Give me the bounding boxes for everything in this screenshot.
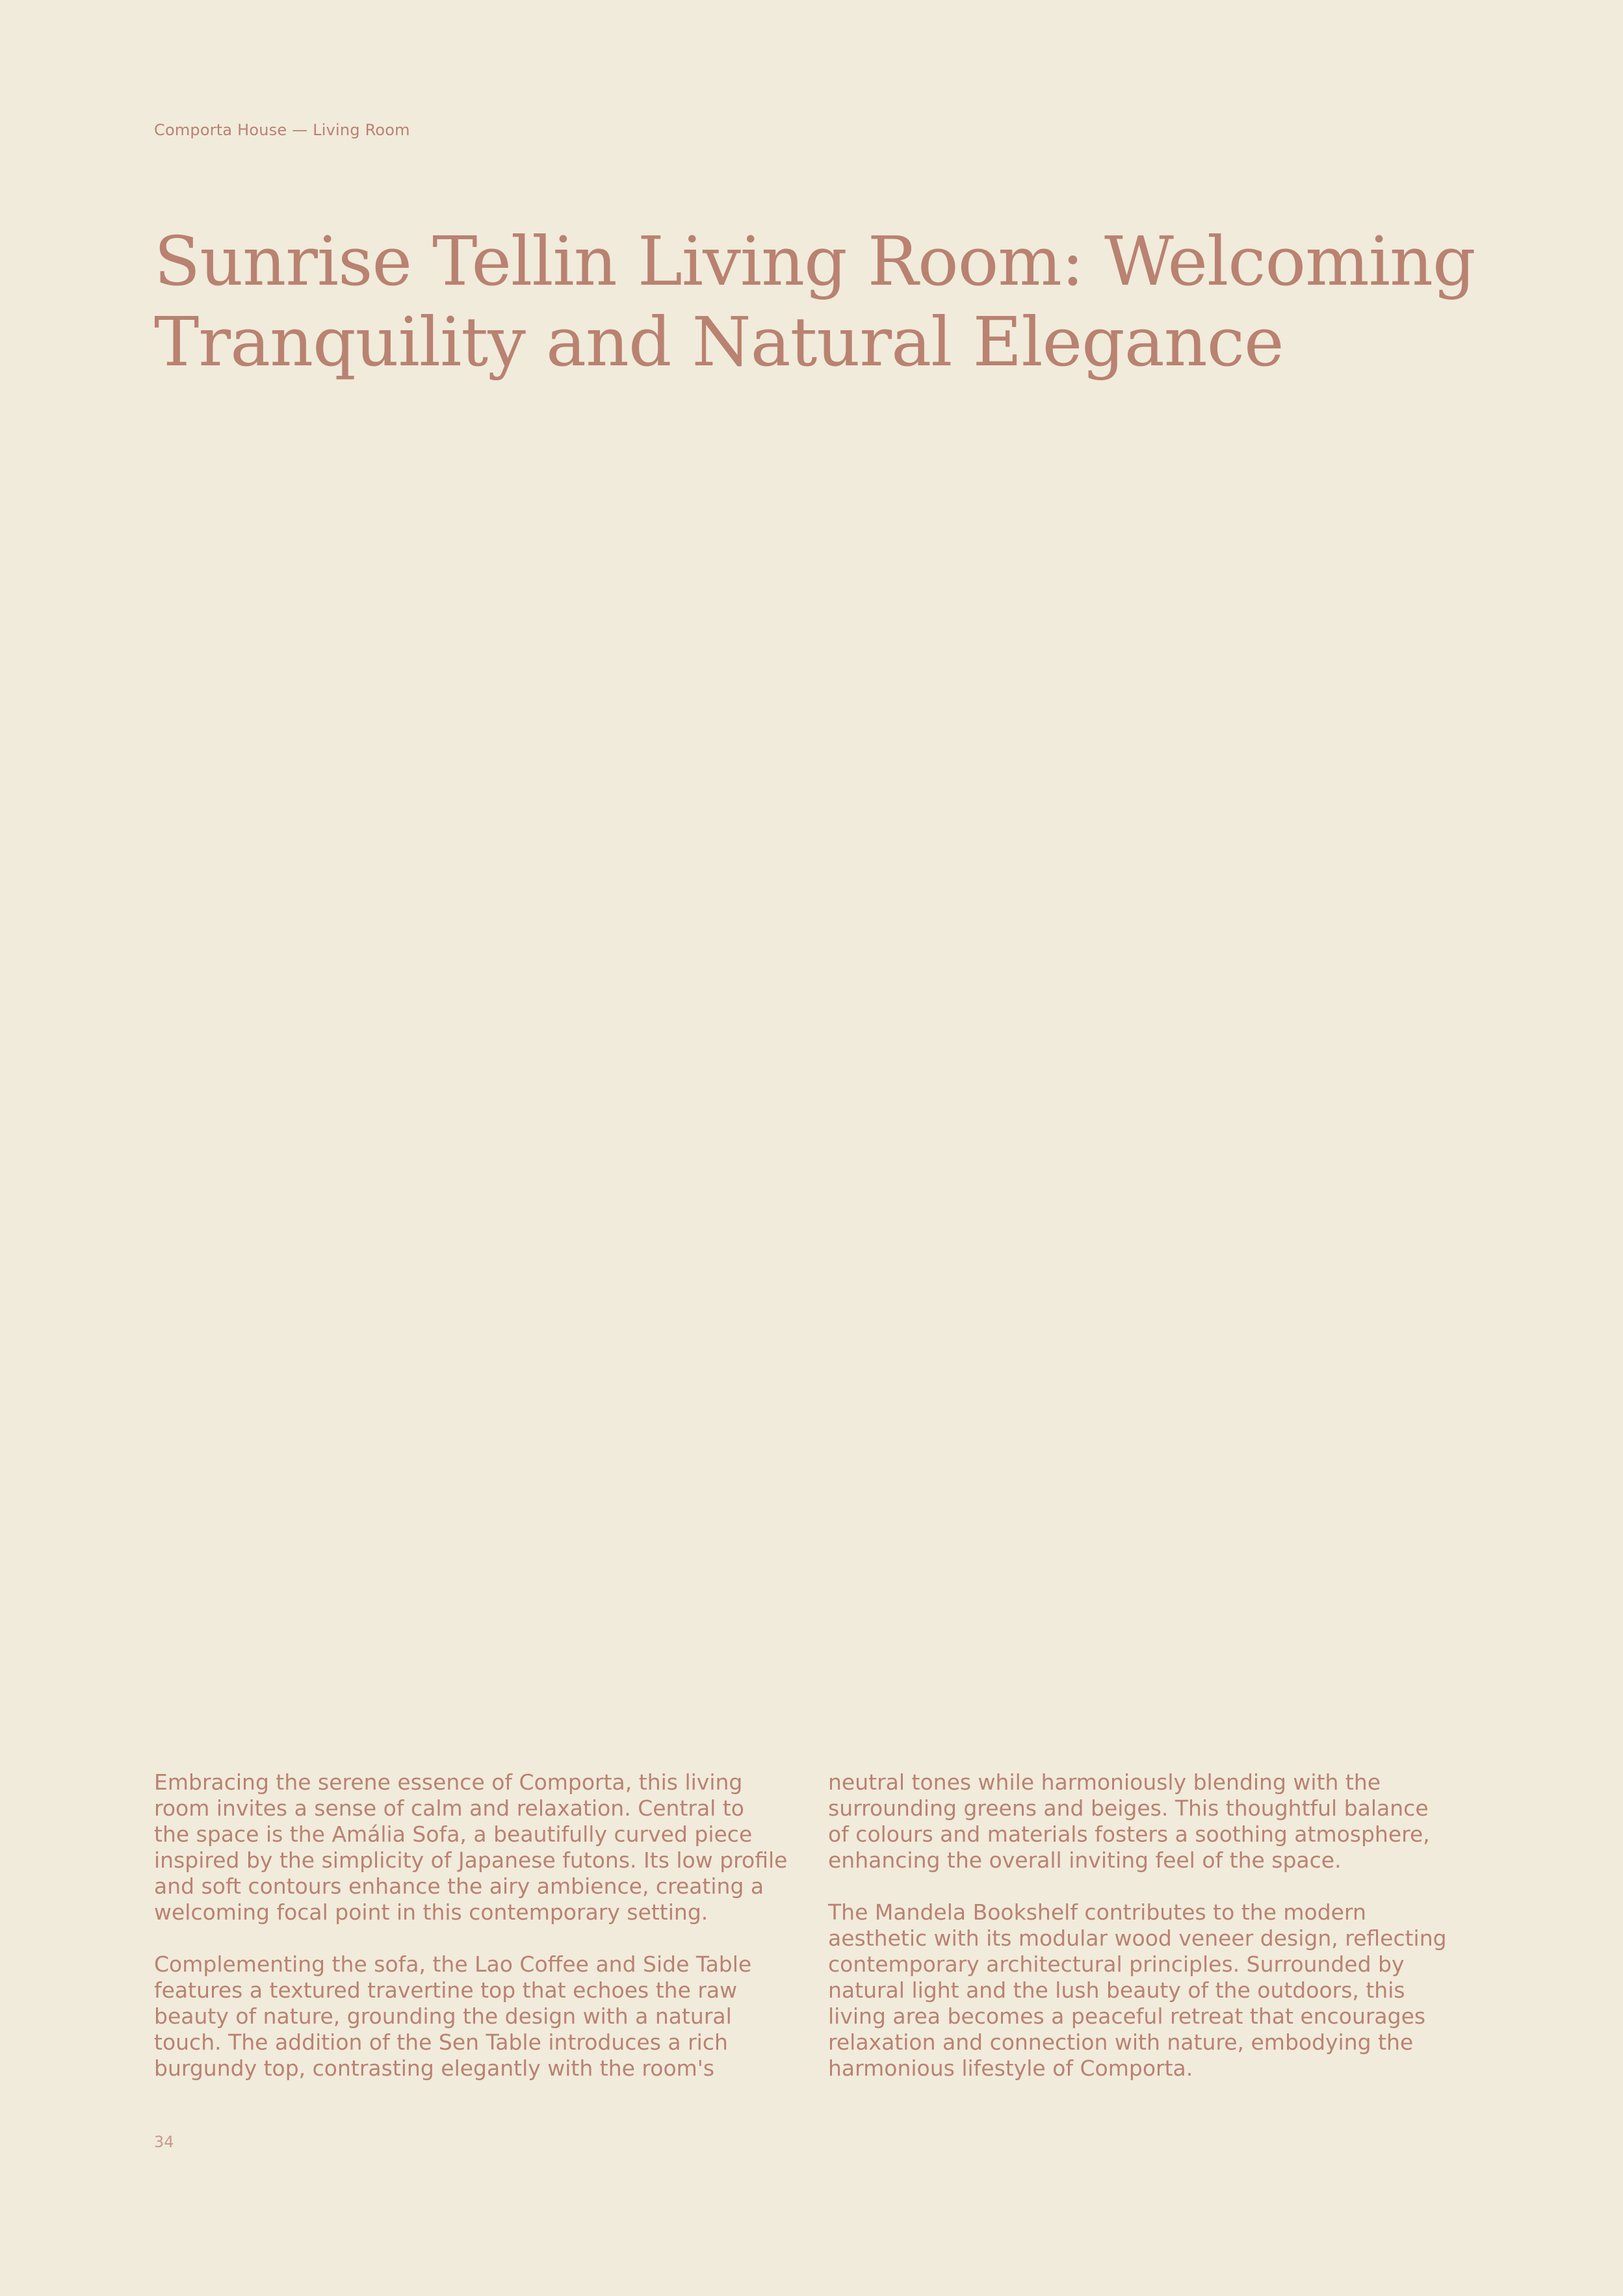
body-text-line: enhancing the overall inviting feel of the space. [828,1847,1342,1873]
page-title-line: Sunrise Tellin Living Room: Welcoming [154,222,1475,301]
page-number: 34 [154,2133,174,2151]
body-text-line: touch. The addition of the Sen Table introduces a rich [154,2029,728,2055]
body-text-line: neutral tones while harmoniously blending with the [828,1769,1381,1795]
body-text-line: Embracing the serene essence of Comporta, this living [154,1769,743,1795]
body-text-line: and soft contours enhance the airy ambience, creating a [154,1873,764,1899]
body-column-right [828,1769,1472,2081]
body-text-line: burgundy top, contrasting elegantly with the room's [154,2055,715,2081]
body-text-line: welcoming focal point in this contemporary setting. [154,1899,708,1925]
body-text-line: surrounding greens and beiges. This thoughtful balance [828,1795,1429,1821]
body-paragraph [828,1769,1472,1873]
breadcrumb: Comporta House — Living Room [154,121,410,139]
body-text-line: harmonious lifestyle of Comporta. [828,2055,1193,2081]
body-text-line: living area becomes a peaceful retreat that encourages [828,2003,1426,2029]
paragraph-spacer [154,1925,798,1951]
page-title-line: Tranquility and Natural Elegance [154,302,1284,382]
body-text-line: the space is the Amália Sofa, a beautifully curved piece [154,1821,753,1847]
body-text-line: of colours and materials fosters a soothing atmosphere, [828,1821,1430,1847]
body-text-line: aesthetic with its modular wood veneer design, reflecting [828,1925,1447,1951]
body-paragraph [154,1769,798,1925]
body-text-line: The Mandela Bookshelf contributes to the modern [828,1899,1366,1925]
body-text-line: beauty of nature, grounding the design with a natural [154,2003,732,2029]
body-text-line: Complementing the sofa, the Lao Coffee and Side Table [154,1951,752,1977]
page-title [154,221,1493,382]
body-text-line: room invites a sense of calm and relaxation. Central to [154,1795,744,1821]
body-text-line: contemporary architectural principles. Surrounded by [828,1951,1405,1977]
body-paragraph [154,1951,798,2081]
body-text-line: inspired by the simplicity of Japanese futons. Its low profile [154,1847,788,1873]
body-paragraph [828,1899,1472,2081]
body-column-left [154,1769,798,2081]
body-text-line: relaxation and connection with nature, embodying the [828,2029,1414,2055]
body-text-line: natural light and the lush beauty of the outdoors, this [828,1977,1405,2003]
body-text-line: features a textured travertine top that echoes the raw [154,1977,738,2003]
paragraph-spacer [828,1873,1472,1899]
